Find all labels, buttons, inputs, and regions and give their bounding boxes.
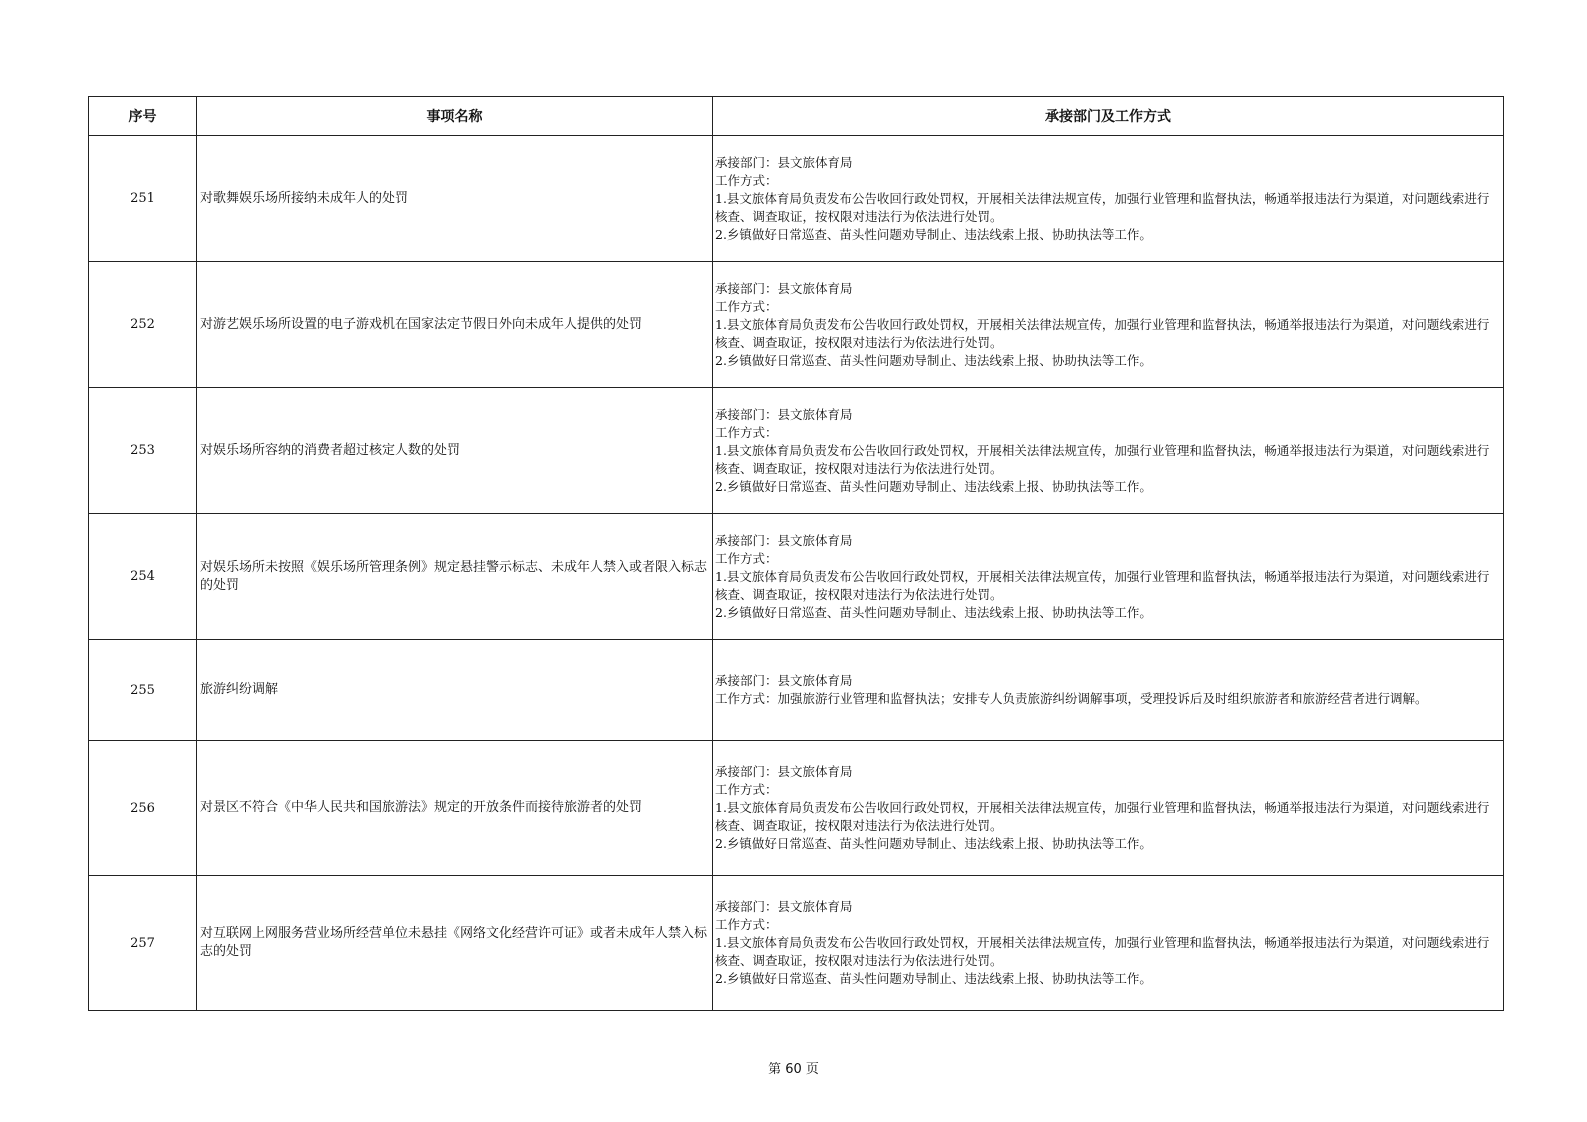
row-seq: 253: [89, 388, 197, 514]
dept-line: 工作方式：加强旅游行业管理和监督执法；安排专人负责旅游纠纷调解事项，受理投诉后及时组织旅游者和旅游经营者进行调解。: [715, 691, 1428, 706]
table-row: [89, 262, 1504, 388]
row-matter-name: 旅游纠纷调解: [197, 640, 713, 741]
dept-line: 工作方式：: [715, 917, 778, 932]
dept-line: 1.县文旅体育局负责发布公告收回行政处罚权，开展相关法律法规宣传，加强行业管理和监督执法，畅通举报违法行为渠道，对问题线索进行核查、调查取证，按权限对违法行为依法进行处罚。: [715, 442, 1490, 476]
table-row: [89, 876, 1504, 1011]
row-dept-method: [713, 640, 1504, 741]
row-matter-name: 对娱乐场所容纳的消费者超过核定人数的处罚: [197, 388, 713, 514]
dept-line: 2.乡镇做好日常巡查、苗头性问题劝导制止、违法线索上报、协助执法等工作。: [715, 478, 1152, 494]
dept-line: 工作方式：: [715, 424, 778, 440]
header-seq: 序号: [89, 97, 197, 136]
row-matter-name: 对娱乐场所未按照《娱乐场所管理条例》规定悬挂警示标志、未成年人禁入或者限入标志的处罚: [197, 514, 713, 640]
dept-line: 工作方式：: [715, 172, 778, 188]
row-dept-method: [713, 136, 1504, 262]
table-row: [89, 741, 1504, 876]
dept-line: 2.乡镇做好日常巡查、苗头性问题劝导制止、违法线索上报、协助执法等工作。: [715, 971, 1152, 986]
dept-line: 1.县文旅体育局负责发布公告收回行政处罚权，开展相关法律法规宣传，加强行业管理和监督执法，畅通举报违法行为渠道，对问题线索进行核查、调查取证，按权限对违法行为依法进行处罚。: [715, 935, 1490, 968]
dept-line: 1.县文旅体育局负责发布公告收回行政处罚权，开展相关法律法规宣传，加强行业管理和监督执法，畅通举报违法行为渠道，对问题线索进行核查、调查取证，按权限对违法行为依法进行处罚。: [715, 568, 1490, 602]
row-matter-name: 对景区不符合《中华人民共和国旅游法》规定的开放条件而接待旅游者的处罚: [197, 741, 713, 876]
row-dept-method: [713, 741, 1504, 876]
table-row: [89, 136, 1504, 262]
dept-line: 1.县文旅体育局负责发布公告收回行政处罚权，开展相关法律法规宣传，加强行业管理和监督执法，畅通举报违法行为渠道，对问题线索进行核查、调查取证，按权限对违法行为依法进行处罚。: [715, 800, 1490, 833]
dept-line: 2.乡镇做好日常巡查、苗头性问题劝导制止、违法线索上报、协助执法等工作。: [715, 352, 1152, 368]
dept-line: 2.乡镇做好日常巡查、苗头性问题劝导制止、违法线索上报、协助执法等工作。: [715, 836, 1152, 851]
dept-line: 1.县文旅体育局负责发布公告收回行政处罚权，开展相关法律法规宣传，加强行业管理和监督执法，畅通举报违法行为渠道，对问题线索进行核查、调查取证，按权限对违法行为依法进行处罚。: [715, 190, 1490, 224]
dept-line: 承接部门：县文旅体育局: [715, 154, 853, 170]
row-matter-name: 对游艺娱乐场所设置的电子游戏机在国家法定节假日外向未成年人提供的处罚: [197, 262, 713, 388]
dept-line: 承接部门：县文旅体育局: [715, 673, 853, 688]
dept-line: 承接部门：县文旅体育局: [715, 532, 853, 548]
dept-line: 承接部门：县文旅体育局: [715, 764, 853, 779]
page-number: 第 60 页: [768, 1062, 819, 1077]
header-name: 事项名称: [197, 97, 713, 136]
row-dept-method: [713, 876, 1504, 1011]
matters-table: [88, 96, 1504, 1011]
dept-line: 承接部门：县文旅体育局: [715, 406, 853, 422]
table-body: [89, 136, 1504, 1011]
row-seq: 255: [89, 640, 197, 741]
row-dept-method: [713, 388, 1504, 514]
row-seq: 256: [89, 741, 197, 876]
dept-line: 承接部门：县文旅体育局: [715, 280, 853, 296]
table-row: [89, 388, 1504, 514]
dept-line: 工作方式：: [715, 550, 778, 566]
table-row: [89, 514, 1504, 640]
row-matter-name: 对互联网上网服务营业场所经营单位未悬挂《网络文化经营许可证》或者未成年人禁入标志的处罚: [197, 876, 713, 1011]
table-header-row: [89, 97, 1504, 136]
dept-line: 1.县文旅体育局负责发布公告收回行政处罚权，开展相关法律法规宣传，加强行业管理和监督执法，畅通举报违法行为渠道，对问题线索进行核查、调查取证，按权限对违法行为依法进行处罚。: [715, 316, 1490, 350]
row-seq: 254: [89, 514, 197, 640]
row-dept-method: [713, 262, 1504, 388]
row-dept-method: [713, 514, 1504, 640]
dept-line: 2.乡镇做好日常巡查、苗头性问题劝导制止、违法线索上报、协助执法等工作。: [715, 226, 1152, 242]
row-seq: 252: [89, 262, 197, 388]
row-seq: 257: [89, 876, 197, 1011]
row-seq: 251: [89, 136, 197, 262]
row-matter-name: 对歌舞娱乐场所接纳未成年人的处罚: [197, 136, 713, 262]
dept-line: 工作方式：: [715, 782, 778, 797]
header-dept: 承接部门及工作方式: [713, 97, 1504, 136]
dept-line: 承接部门：县文旅体育局: [715, 899, 853, 914]
dept-line: 工作方式：: [715, 298, 778, 314]
table-row: [89, 640, 1504, 741]
dept-line: 2.乡镇做好日常巡查、苗头性问题劝导制止、违法线索上报、协助执法等工作。: [715, 604, 1152, 620]
